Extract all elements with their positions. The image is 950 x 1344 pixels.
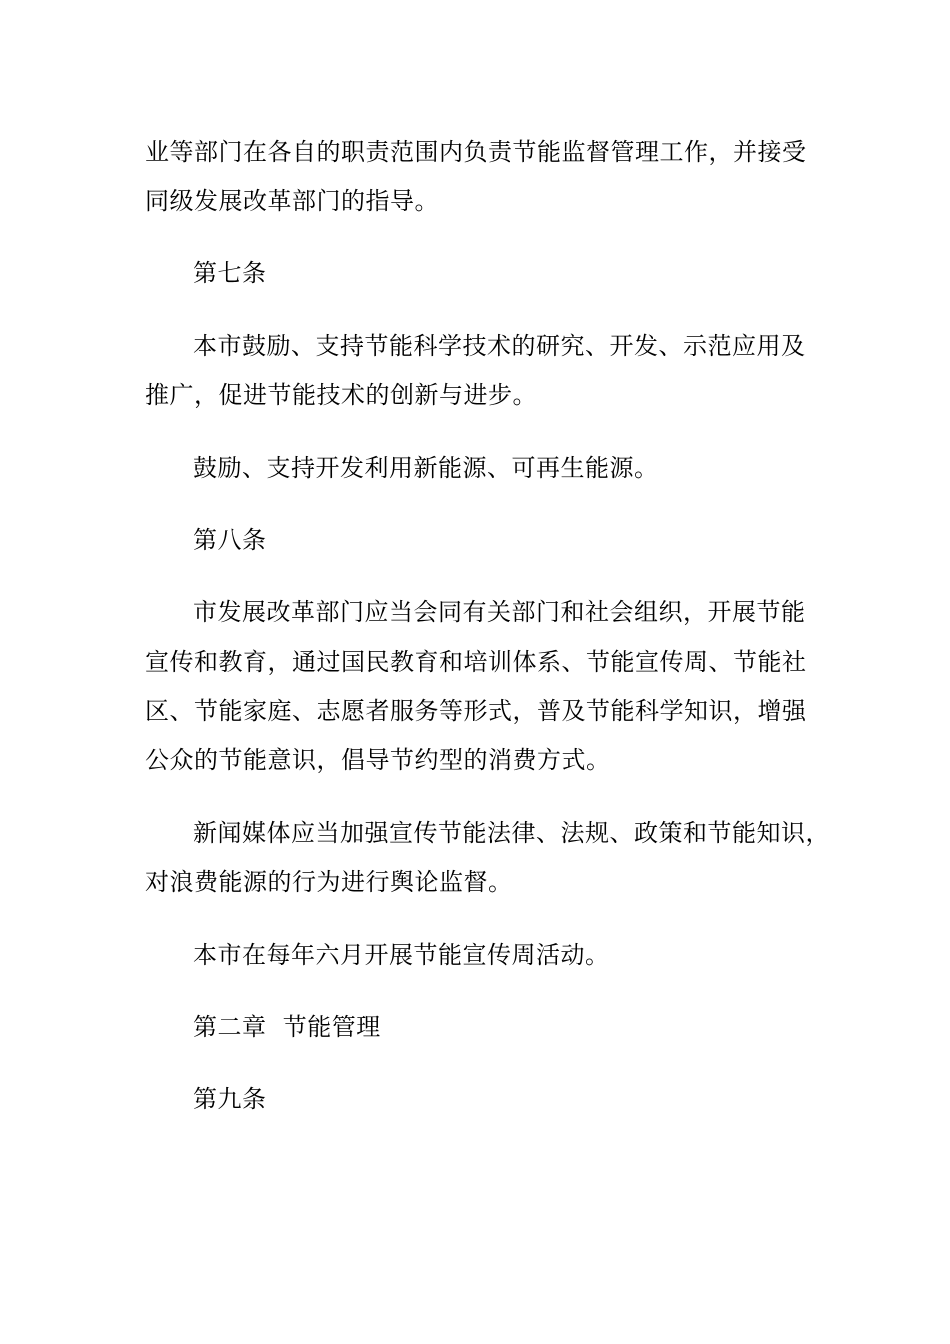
paragraph-line: 宣传和教育，通过国民教育和培训体系、节能宣传周、节能社 bbox=[145, 648, 807, 676]
paragraph-line: 公众的节能意识，倡导节约型的消费方式。 bbox=[145, 746, 611, 774]
paragraph-line: 推广，促进节能技术的创新与进步。 bbox=[145, 381, 537, 409]
paragraph-line: 本市在每年六月开展节能宣传周活动。 bbox=[193, 941, 610, 969]
article-heading: 第七条 bbox=[193, 259, 267, 287]
paragraph-line: 新闻媒体应当加强宣传节能法律、法规、政策和节能知识， bbox=[193, 819, 830, 847]
article-heading: 第九条 bbox=[193, 1085, 267, 1113]
article-heading: 第八条 bbox=[193, 526, 267, 554]
paragraph-line: 区、节能家庭、志愿者服务等形式，普及节能科学知识，增强 bbox=[145, 697, 807, 725]
paragraph-line: 鼓励、支持开发利用新能源、可再生能源。 bbox=[193, 454, 659, 482]
paragraph-line: 同级发展改革部门的指导。 bbox=[145, 187, 439, 215]
paragraph-line: 对浪费能源的行为进行舆论监督。 bbox=[145, 868, 513, 896]
paragraph-line: 本市鼓励、支持节能科学技术的研究、开发、示范应用及 bbox=[193, 332, 806, 360]
paragraph-line: 业等部门在各自的职责范围内负责节能监督管理工作，并接受 bbox=[145, 138, 807, 166]
paragraph-line: 市发展改革部门应当会同有关部门和社会组织，开展节能 bbox=[193, 598, 806, 626]
chapter-heading: 第二章 节能管理 bbox=[193, 1013, 381, 1041]
